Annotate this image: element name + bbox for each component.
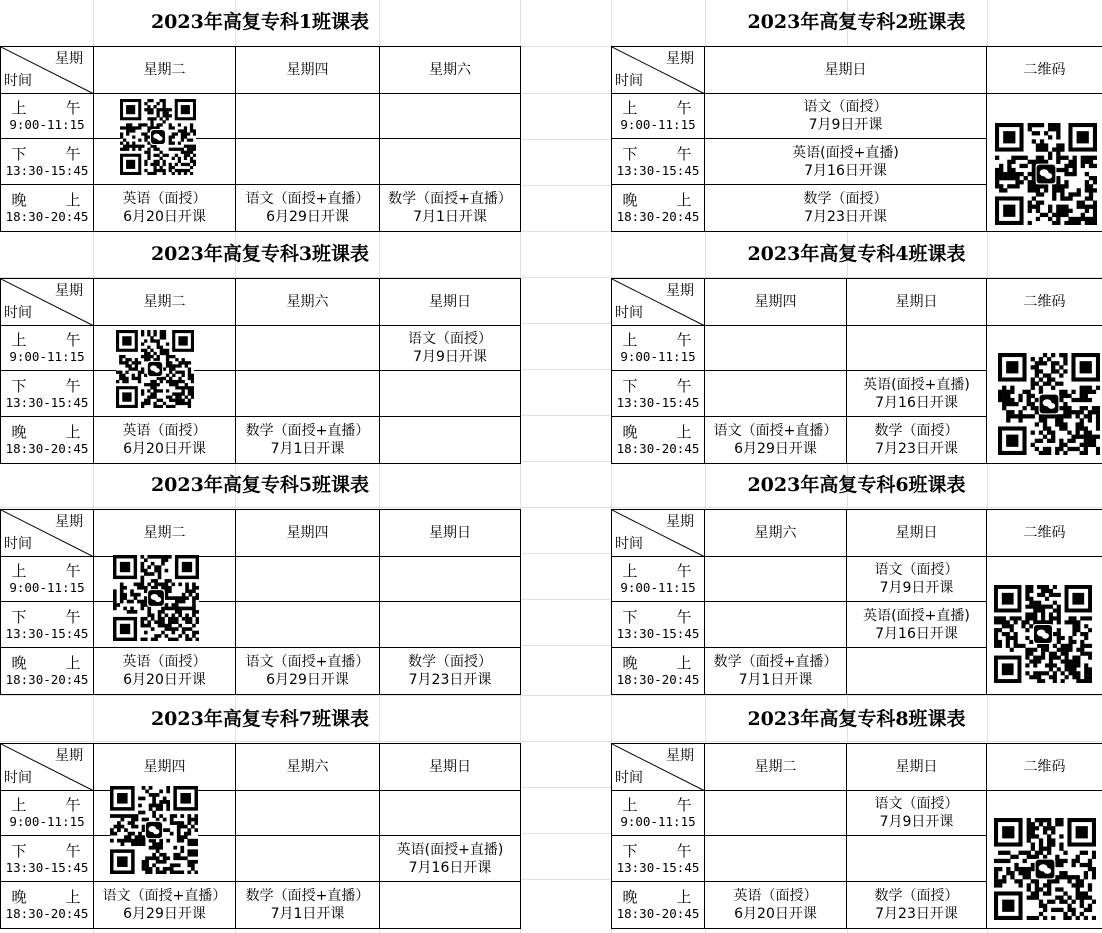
- course-start-date: 7月16日开课: [408, 859, 492, 876]
- slot-time: 18:30-20:45: [5, 209, 89, 224]
- course-cell: [705, 791, 847, 836]
- course-cell: [236, 94, 380, 139]
- day-header: 星期四: [236, 510, 380, 557]
- slot-time: 9:00-11:15: [620, 117, 696, 132]
- slot-time: 18:30-20:45: [616, 906, 700, 921]
- course-start-date: 7月1日开课: [738, 672, 813, 688]
- course-cell: [380, 371, 521, 417]
- slot-time: 18:30-20:45: [616, 441, 700, 456]
- course-start-date: 7月23日开课: [408, 672, 492, 688]
- course-name: 数学（面授）: [874, 423, 959, 439]
- time-slot-cell: [612, 602, 705, 648]
- schedule-title: 2023年高复专科3班课表: [150, 243, 370, 265]
- slot-time: 13:30-15:45: [5, 162, 89, 178]
- course-name: 英语(面授+直播): [396, 841, 504, 858]
- day-header: 星期二: [94, 279, 236, 326]
- time-slot-cell: [1, 648, 94, 695]
- course-name: 语文（面授+直播）: [102, 888, 227, 904]
- header-corner-cell: [1, 279, 94, 326]
- course-name: 数学（面授+直播）: [388, 191, 512, 207]
- schedule-table: [0, 509, 521, 695]
- slot-time: 13:30-15:45: [616, 625, 700, 641]
- slot-time: 9:00-11:15: [9, 349, 85, 364]
- gridline-horizontal: [0, 507, 1102, 508]
- day-header: 星期日: [380, 744, 521, 791]
- time-slot-cell: [612, 185, 705, 232]
- course-cell: [705, 371, 847, 417]
- header-corner-cell: [1, 47, 94, 94]
- course-cell: [380, 139, 521, 185]
- course-cell: [380, 94, 521, 139]
- course-cell: [94, 648, 236, 695]
- time-slot-cell: [612, 836, 705, 882]
- course-cell: [380, 791, 521, 836]
- time-slot-cell: [1, 836, 94, 882]
- slot-name: 上 午: [622, 562, 704, 580]
- corner-time-label: 时间: [615, 73, 643, 89]
- course-name: 语文（面授）: [408, 331, 492, 347]
- course-start-date: 6月29日开课: [266, 672, 349, 688]
- slot-name: 下 午: [622, 376, 704, 395]
- day-header: 星期六: [236, 744, 380, 791]
- slot-time: 18:30-20:45: [5, 906, 89, 921]
- wechat-qr-code-icon[interactable]: [116, 330, 194, 412]
- slot-name: 晚 上: [11, 888, 93, 906]
- course-start-date: 6月20日开课: [734, 906, 817, 922]
- slot-time: 9:00-11:15: [9, 117, 85, 132]
- course-cell: [236, 371, 380, 417]
- slot-name: 下 午: [11, 841, 93, 860]
- qr-header: 二维码: [987, 510, 1102, 557]
- header-corner-cell: [612, 510, 705, 557]
- corner-week-label: 星期: [666, 748, 694, 764]
- course-start-date: 7月23日开课: [804, 209, 887, 225]
- course-cell: [236, 417, 380, 464]
- course-name: 数学（面授）: [874, 888, 959, 904]
- schedule-title: 2023年高复专科2班课表: [747, 11, 966, 33]
- slot-time: 9:00-11:15: [620, 349, 696, 364]
- course-cell: [705, 185, 987, 232]
- course-cell: [94, 417, 236, 464]
- course-start-date: 7月16日开课: [804, 162, 887, 179]
- slot-name: 下 午: [622, 144, 704, 163]
- slot-name: 上 午: [622, 796, 704, 814]
- course-start-date: 7月9日开课: [879, 580, 954, 596]
- header-corner-cell: [612, 279, 705, 326]
- course-name: 英语（面授）: [122, 191, 207, 207]
- schedule-title: 2023年高复专科4班课表: [747, 243, 966, 265]
- time-slot-cell: [1, 602, 94, 648]
- corner-week-label: 星期: [666, 283, 694, 299]
- day-header: 星期日: [380, 279, 521, 326]
- course-name: 语文（面授）: [874, 562, 959, 578]
- slot-time: 9:00-11:15: [620, 580, 696, 595]
- slot-time: 13:30-15:45: [616, 859, 700, 875]
- course-name: 英语（面授）: [733, 888, 818, 904]
- course-cell: [380, 185, 521, 232]
- course-start-date: 6月29日开课: [734, 441, 817, 457]
- course-cell: [236, 648, 380, 695]
- time-slot-cell: [612, 557, 705, 602]
- gridline-horizontal: [0, 695, 1102, 696]
- schedule-table: [0, 46, 521, 232]
- course-cell: [847, 371, 987, 417]
- course-start-date: 7月16日开课: [875, 394, 958, 411]
- course-name: 语文（面授+直播）: [245, 654, 370, 670]
- course-name: 数学（面授）: [408, 654, 492, 670]
- schedule-title: 2023年高复专科6班课表: [747, 474, 966, 496]
- slot-name: 下 午: [11, 607, 93, 626]
- slot-name: 上 午: [11, 796, 93, 814]
- header-corner-cell: [612, 47, 705, 94]
- course-cell: [236, 602, 380, 648]
- time-slot-cell: [1, 326, 94, 371]
- slot-name: 晚 上: [622, 423, 704, 441]
- course-name: 数学（面授）: [803, 191, 888, 207]
- slot-name: 晚 上: [11, 191, 93, 209]
- time-slot-cell: [612, 791, 705, 836]
- course-cell: [94, 882, 236, 929]
- course-start-date: 7月1日开课: [270, 441, 345, 457]
- course-cell: [847, 791, 987, 836]
- course-cell: [380, 417, 521, 464]
- time-slot-cell: [1, 185, 94, 232]
- course-cell: [236, 836, 380, 882]
- course-cell: [236, 791, 380, 836]
- day-header: 星期日: [380, 510, 521, 557]
- slot-time: 13:30-15:45: [5, 859, 89, 875]
- corner-time-label: 时间: [615, 305, 643, 321]
- schedule-table: [0, 743, 521, 929]
- time-slot-cell: [612, 94, 705, 139]
- time-slot-cell: [612, 139, 705, 185]
- course-start-date: 7月9日开课: [879, 814, 954, 830]
- course-cell: [380, 882, 521, 929]
- course-cell: [847, 602, 987, 648]
- slot-name: 上 午: [11, 331, 93, 349]
- schedule-title: 2023年高复专科7班课表: [150, 708, 370, 730]
- course-start-date: 7月23日开课: [875, 441, 958, 457]
- slot-time: 13:30-15:45: [5, 625, 89, 641]
- slot-time: 13:30-15:45: [616, 162, 700, 178]
- wechat-qr-code-icon[interactable]: [113, 555, 199, 645]
- course-name: 英语(面授+直播): [863, 607, 970, 624]
- time-slot-cell: [612, 882, 705, 929]
- course-cell: [705, 139, 987, 185]
- course-cell: [847, 836, 987, 882]
- course-start-date: 7月9日开课: [413, 349, 487, 365]
- day-header: 星期日: [847, 510, 987, 557]
- slot-name: 晚 上: [11, 654, 93, 672]
- header-corner-cell: [612, 744, 705, 791]
- header-corner-cell: [1, 744, 94, 791]
- course-cell: [705, 94, 987, 139]
- course-start-date: 7月1日开课: [270, 906, 345, 922]
- slot-time: 13:30-15:45: [616, 394, 700, 410]
- course-cell: [847, 882, 987, 929]
- qr-header: 二维码: [987, 744, 1102, 791]
- course-cell: [380, 836, 521, 882]
- slot-name: 上 午: [622, 331, 704, 349]
- day-header: 星期日: [847, 744, 987, 791]
- qr-header: 二维码: [987, 47, 1102, 94]
- day-header: 星期四: [94, 744, 236, 791]
- corner-week-label: 星期: [666, 51, 694, 67]
- course-cell: [380, 648, 521, 695]
- day-header: 星期二: [94, 510, 236, 557]
- corner-week-label: 星期: [55, 51, 83, 67]
- time-slot-cell: [612, 371, 705, 417]
- corner-week-label: 星期: [55, 283, 83, 299]
- course-name: 英语（面授）: [122, 654, 207, 670]
- wechat-qr-code-icon[interactable]: [998, 353, 1100, 459]
- slot-name: 上 午: [11, 99, 93, 117]
- course-cell: [380, 557, 521, 602]
- wechat-qr-code-icon[interactable]: [994, 585, 1092, 687]
- time-slot-cell: [1, 791, 94, 836]
- schedule-title: 2023年高复专科5班课表: [150, 474, 370, 496]
- slot-time: 9:00-11:15: [9, 580, 85, 595]
- course-start-date: 7月9日开课: [808, 117, 883, 133]
- qr-header: 二维码: [987, 279, 1102, 326]
- course-name: 语文（面授+直播）: [245, 191, 370, 207]
- schedule-table: [0, 278, 521, 464]
- slot-name: 下 午: [622, 607, 704, 626]
- corner-time-label: 时间: [615, 536, 643, 552]
- corner-time-label: 时间: [4, 73, 32, 89]
- course-cell: [705, 836, 847, 882]
- time-slot-cell: [1, 139, 94, 185]
- slot-time: 9:00-11:15: [9, 814, 85, 829]
- slot-name: 晚 上: [622, 654, 704, 672]
- corner-time-label: 时间: [615, 770, 643, 786]
- course-cell: [705, 882, 847, 929]
- slot-name: 晚 上: [622, 888, 704, 906]
- time-slot-cell: [612, 648, 705, 695]
- course-name: 语文（面授）: [803, 99, 888, 115]
- course-cell: [236, 139, 380, 185]
- gridline-horizontal: [0, 741, 1102, 742]
- course-cell: [236, 557, 380, 602]
- course-cell: [705, 417, 847, 464]
- wechat-qr-code-icon[interactable]: [995, 123, 1097, 229]
- day-header: 星期四: [236, 47, 380, 94]
- time-slot-cell: [1, 94, 94, 139]
- slot-name: 下 午: [11, 144, 93, 163]
- wechat-qr-code-icon[interactable]: [120, 99, 196, 179]
- slot-time: 9:00-11:15: [620, 814, 696, 829]
- course-start-date: 6月29日开课: [266, 209, 349, 225]
- slot-time: 18:30-20:45: [5, 672, 89, 687]
- day-header: 星期二: [94, 47, 236, 94]
- day-header: 星期六: [380, 47, 521, 94]
- course-name: 英语（面授）: [122, 423, 207, 439]
- corner-week-label: 星期: [55, 748, 83, 764]
- course-name: 语文（面授）: [874, 796, 959, 812]
- course-cell: [236, 185, 380, 232]
- corner-week-label: 星期: [666, 514, 694, 530]
- course-start-date: 7月23日开课: [875, 906, 958, 922]
- day-header: 星期日: [705, 47, 987, 94]
- schedule-title: 2023年高复专科1班课表: [150, 11, 370, 33]
- corner-time-label: 时间: [4, 305, 32, 321]
- slot-time: 18:30-20:45: [616, 672, 700, 687]
- slot-name: 下 午: [622, 841, 704, 860]
- day-header: 星期四: [705, 279, 847, 326]
- time-slot-cell: [1, 882, 94, 929]
- time-slot-cell: [612, 417, 705, 464]
- course-cell: [705, 557, 847, 602]
- time-slot-cell: [1, 417, 94, 464]
- schedule-title: 2023年高复专科8班课表: [747, 708, 966, 730]
- corner-time-label: 时间: [4, 536, 32, 552]
- slot-time: 18:30-20:45: [616, 209, 700, 224]
- course-name: 数学（面授+直播）: [713, 654, 838, 670]
- course-name: 英语(面授+直播): [863, 376, 970, 393]
- course-name: 语文（面授+直播）: [713, 423, 838, 439]
- time-slot-cell: [1, 371, 94, 417]
- slot-name: 上 午: [622, 99, 704, 117]
- slot-time: 13:30-15:45: [5, 394, 89, 410]
- course-cell: [705, 648, 847, 695]
- slot-time: 18:30-20:45: [5, 441, 89, 456]
- course-start-date: 6月29日开课: [123, 906, 206, 922]
- slot-name: 下 午: [11, 376, 93, 395]
- corner-week-label: 星期: [55, 514, 83, 530]
- course-cell: [380, 602, 521, 648]
- course-cell: [847, 326, 987, 371]
- course-start-date: 6月20日开课: [123, 441, 206, 457]
- course-start-date: 7月16日开课: [875, 625, 958, 642]
- corner-time-label: 时间: [4, 770, 32, 786]
- day-header: 星期六: [236, 279, 380, 326]
- wechat-qr-code-icon[interactable]: [110, 786, 198, 878]
- course-cell: [705, 326, 847, 371]
- course-cell: [94, 185, 236, 232]
- course-start-date: 6月20日开课: [123, 672, 206, 688]
- course-name: 数学（面授+直播）: [245, 888, 370, 904]
- course-cell: [380, 326, 521, 371]
- course-cell: [236, 882, 380, 929]
- day-header: 星期二: [705, 744, 847, 791]
- course-start-date: 6月20日开课: [123, 209, 206, 225]
- course-cell: [847, 557, 987, 602]
- header-corner-cell: [1, 510, 94, 557]
- course-cell: [847, 417, 987, 464]
- course-cell: [847, 648, 987, 695]
- course-cell: [236, 326, 380, 371]
- course-cell: [705, 602, 847, 648]
- course-start-date: 7月1日开课: [413, 209, 487, 225]
- day-header: 星期六: [705, 510, 847, 557]
- wechat-qr-code-icon[interactable]: [994, 818, 1096, 924]
- course-name: 数学（面授+直播）: [245, 423, 370, 439]
- slot-name: 晚 上: [622, 191, 704, 209]
- slot-name: 晚 上: [11, 423, 93, 441]
- time-slot-cell: [1, 557, 94, 602]
- day-header: 星期日: [847, 279, 987, 326]
- time-slot-cell: [612, 326, 705, 371]
- course-name: 英语(面授+直播): [792, 144, 899, 161]
- slot-name: 上 午: [11, 562, 93, 580]
